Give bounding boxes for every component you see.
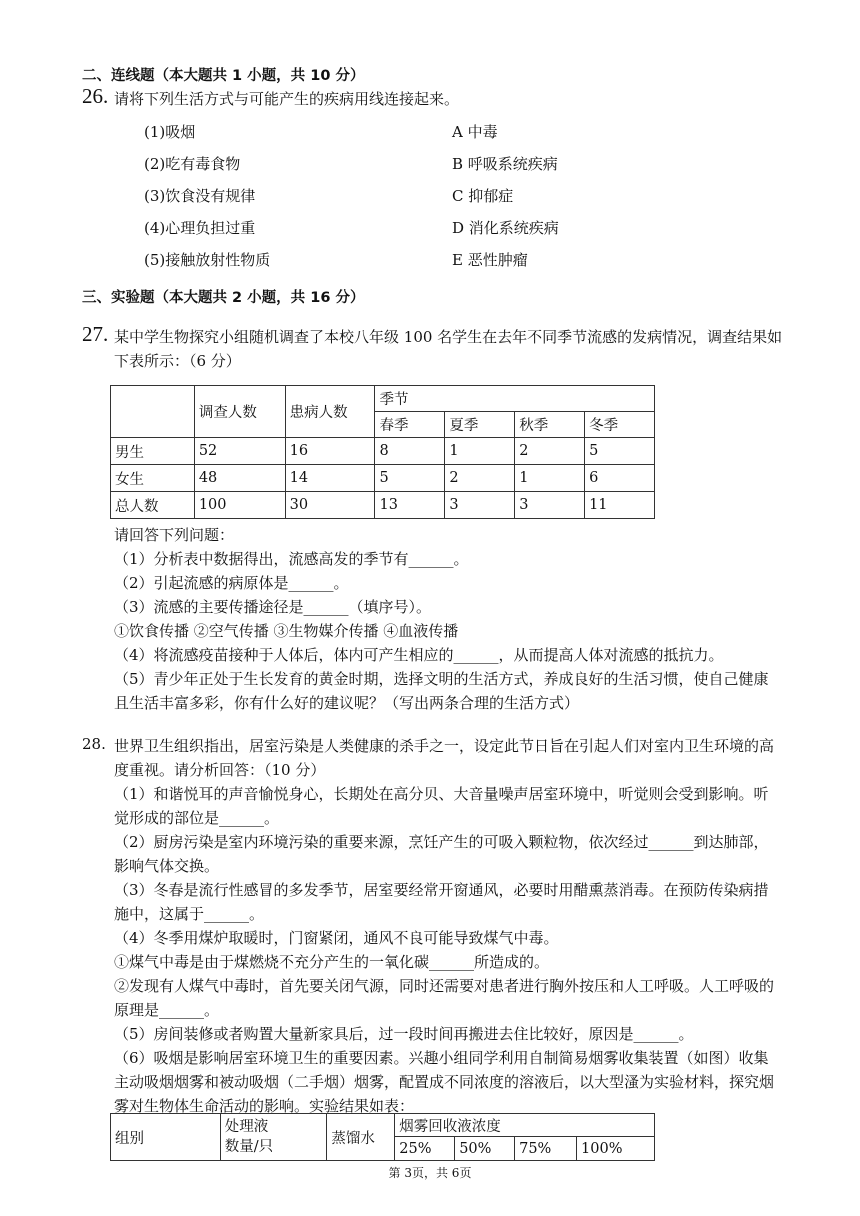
- question-26-stem: 请将下列生活方式与可能产生的疾病用线连接起来。: [114, 90, 460, 108]
- question-28-line: （1）和谐悦耳的声音愉悦身心，长期处在高分贝、大音量噪声居室环境中，听觉则会受到影响。听: [114, 785, 769, 803]
- row-label: 男生: [111, 438, 195, 465]
- question-27-line: （1）分析表中数据得出，流感高发的季节有______。: [114, 550, 469, 568]
- question-28-line: 度重视。请分析回答：（10 分）: [114, 761, 326, 779]
- cell-surveyed: 48: [194, 465, 285, 492]
- table-header-count: [220, 1114, 327, 1161]
- matching-left-item: (2)吃有毒食物: [144, 155, 241, 173]
- question-27-line: （2）引起流感的病原体是______。: [114, 574, 349, 592]
- question-28-line: 觉形成的部位是______。: [114, 809, 280, 827]
- section-title-experiment: 三、实验题（本大题共 2 小题，共 16 分）: [82, 290, 365, 306]
- question-27-line: （5）青少年正处于生长发育的黄金时期，选择文明的生活方式，养成良好的生活习惯，使自己健康: [114, 670, 769, 688]
- matching-right-item: D 消化系统疾病: [452, 219, 559, 237]
- row-label: 女生: [111, 465, 195, 492]
- question-27-line: 且生活丰富多彩，你有什么好的建议呢？（写出两条合理的生活方式）: [114, 694, 580, 712]
- question-27-stem-line2: 下表所示：（6 分）: [114, 352, 241, 370]
- cell-spring: 13: [375, 492, 445, 519]
- table-header-conc-100: 100%: [577, 1137, 655, 1161]
- row-label: 总人数: [111, 492, 195, 519]
- cell-autumn: 1: [515, 465, 585, 492]
- cell-sick: 14: [285, 465, 375, 492]
- table-header-conc-75: 75%: [515, 1137, 577, 1161]
- page-footer: 第 3页，共 6页: [388, 1166, 472, 1180]
- matching-left-item: (3)饮食没有规律: [144, 187, 256, 205]
- cell-sick: 30: [285, 492, 375, 519]
- table-row: [111, 465, 655, 492]
- question-28-line: ②发现有人煤气中毒时，首先要关闭气源，同时还需要对患者进行胸外按压和人工呼吸。人工呼吸的: [114, 977, 775, 995]
- cell-winter: 11: [585, 492, 655, 519]
- table-header-season: 季节: [375, 386, 655, 412]
- table-header-group: 组别: [111, 1114, 221, 1161]
- question-28-line: 影响气体交换。: [114, 857, 220, 875]
- cell-surveyed: 100: [194, 492, 285, 519]
- cell-summer: 2: [445, 465, 515, 492]
- table-header-surveyed: 调查人数: [194, 386, 285, 438]
- question-27-line: （4）将流感疫苗接种于人体后，体内可产生相应的______，从而提高人体对流感的抵抗力。: [114, 646, 724, 664]
- question-28-line: （4）冬季用煤炉取暖时，门窗紧闭，通风不良可能导致煤气中毒。: [114, 929, 559, 947]
- matching-right-item: C 抑郁症: [452, 187, 514, 205]
- table-header-spring: 春季: [375, 412, 445, 438]
- matching-right-item: A 中毒: [452, 123, 498, 141]
- table-header-autumn: 秋季: [515, 412, 585, 438]
- smoke-experiment-table: [110, 1113, 655, 1161]
- table-header-summer: 夏季: [445, 412, 515, 438]
- question-27-line: （3）流感的主要传播途径是______（填序号）。: [114, 598, 432, 616]
- question-28-line: （3）冬春是流行性感冒的多发季节，居室要经常开窗通风，必要时用醋熏蒸消毒。在预防传染病措: [114, 881, 769, 899]
- question-27-options: ①饮食传播 ②空气传播 ③生物媒介传播 ④血液传播: [114, 622, 459, 640]
- matching-left-item: (4)心理负担过重: [144, 219, 256, 237]
- question-28-line: 施中，这属于______。: [114, 905, 265, 923]
- question-number-27: 27.: [82, 322, 109, 346]
- section-title-matching: 二、连线题（本大题共 1 小题，共 10 分）: [82, 68, 365, 84]
- table-header-conc-50: 50%: [455, 1137, 515, 1161]
- table-header-concentration: 烟雾回收液浓度: [395, 1114, 655, 1137]
- question-28-line: （2）厨房污染是室内环境污染的重要来源，烹饪产生的可吸入颗粒物，依次经过______到达肺部，: [114, 833, 769, 851]
- table-header-conc-25: 25%: [395, 1137, 455, 1161]
- matching-left-item: (5)接触放射性物质: [144, 251, 271, 269]
- question-28-line: （6）吸烟是影响居室环境卫生的重要因素。兴趣小组同学利用自制简易烟雾收集装置（如图）收集: [114, 1049, 769, 1067]
- table-header-count-line2: 数量/只: [224, 1139, 274, 1155]
- cell-winter: 6: [585, 465, 655, 492]
- matching-right-item: B 呼吸系统疾病: [452, 155, 558, 173]
- matching-left-item: (1)吸烟: [144, 123, 196, 141]
- question-28-line: ①煤气中毒是由于煤燃烧不充分产生的一氧化碳______所造成的。: [114, 953, 550, 971]
- cell-spring: 5: [375, 465, 445, 492]
- question-27-intro: 请回答下列问题：: [114, 526, 235, 544]
- table-header-blank: [111, 386, 195, 438]
- cell-summer: 1: [445, 438, 515, 465]
- cell-surveyed: 52: [194, 438, 285, 465]
- cell-sick: 16: [285, 438, 375, 465]
- question-number-26: 26.: [82, 84, 109, 108]
- question-28-line: （5）房间装修或者购置大量新家具后，过一段时间再搬进去住比较好，原因是______。: [114, 1025, 694, 1043]
- cell-spring: 8: [375, 438, 445, 465]
- question-number-28: 28.: [82, 735, 106, 753]
- table-row: [111, 438, 655, 465]
- question-28-line: 主动吸烟烟雾和被动吸烟（二手烟）烟雾，配置成不同浓度的溶液后，以大型溞为实验材料，探究烟: [114, 1073, 775, 1091]
- cell-winter: 5: [585, 438, 655, 465]
- question-28-line: 世界卫生组织指出，居室污染是人类健康的杀手之一，设定此节日旨在引起人们对室内卫生环境的高: [114, 737, 775, 755]
- question-27-stem-line1: 某中学生物探究小组随机调查了本校八年级 100 名学生在去年不同季节流感的发病情况，调查结果如: [114, 328, 783, 346]
- table-header-distilled-water: 蒸馏水: [327, 1114, 395, 1161]
- cell-autumn: 3: [515, 492, 585, 519]
- cell-summer: 3: [445, 492, 515, 519]
- table-header-sick: 患病人数: [285, 386, 375, 438]
- table-header-count-line1: 处理液: [224, 1119, 269, 1135]
- matching-right-item: E 恶性肿瘤: [452, 251, 528, 269]
- question-28-line: 原理是______。: [114, 1001, 220, 1019]
- flu-survey-table: [110, 385, 655, 519]
- cell-autumn: 2: [515, 438, 585, 465]
- question-28-line: 雾对生物体生命活动的影响。实验结果如表：: [114, 1097, 415, 1115]
- table-header-winter: 冬季: [585, 412, 655, 438]
- table-row: [111, 492, 655, 519]
